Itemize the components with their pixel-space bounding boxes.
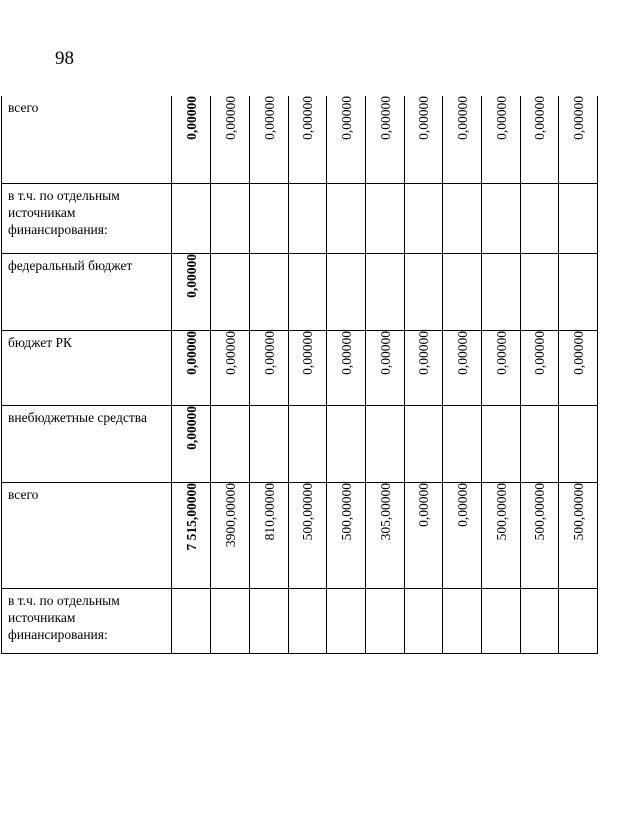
value-cell xyxy=(327,183,366,253)
total-cell xyxy=(172,405,211,482)
value-cell xyxy=(327,253,366,330)
cell-value: 500,00000 xyxy=(570,482,586,540)
value-cell xyxy=(521,96,559,183)
value-cell xyxy=(327,96,366,183)
value-cell xyxy=(250,330,289,405)
table-row xyxy=(2,588,598,653)
value-cell xyxy=(405,588,443,653)
table-row xyxy=(2,330,598,405)
value-cell xyxy=(289,482,327,588)
value-cell xyxy=(211,482,250,588)
value-cell xyxy=(250,96,289,183)
total-value: 7 515,00000 xyxy=(183,482,199,550)
financing-table xyxy=(1,96,598,654)
value-cell xyxy=(366,253,405,330)
cell-value: 500,00000 xyxy=(338,482,354,540)
row-label: федеральный бюджет xyxy=(2,253,172,330)
row-label: всего xyxy=(2,96,172,183)
cell-value: 0,00000 xyxy=(222,96,238,140)
cell-value: 500,00000 xyxy=(300,482,315,540)
value-cell xyxy=(289,405,327,482)
value-cell xyxy=(443,330,482,405)
value-cell xyxy=(405,482,443,588)
value-cell xyxy=(521,183,559,253)
value-cell xyxy=(521,405,559,482)
value-cell xyxy=(482,482,521,588)
value-cell xyxy=(482,330,521,405)
row-label: бюджет РК xyxy=(2,330,172,405)
table-row xyxy=(2,482,598,588)
value-cell xyxy=(211,183,250,253)
value-cell xyxy=(366,482,405,588)
row-label: в т.ч. по отдельным источникам финансирования: xyxy=(2,183,172,253)
value-cell xyxy=(482,405,521,482)
total-cell xyxy=(172,96,211,183)
value-cell xyxy=(521,482,559,588)
cell-value: 0,00000 xyxy=(338,330,354,375)
value-cell xyxy=(405,183,443,253)
cell-value: 0,00000 xyxy=(416,330,431,375)
value-cell xyxy=(327,330,366,405)
value-cell xyxy=(366,405,405,482)
value-cell xyxy=(250,405,289,482)
page-number: 98 xyxy=(55,48,74,69)
cell-value: 0,00000 xyxy=(532,330,547,375)
cell-value: 0,00000 xyxy=(570,330,586,375)
total-cell xyxy=(172,482,211,588)
value-cell xyxy=(289,253,327,330)
value-cell xyxy=(289,330,327,405)
value-cell xyxy=(482,96,521,183)
value-cell xyxy=(405,96,443,183)
cell-value: 810,00000 xyxy=(261,482,277,540)
value-cell xyxy=(443,96,482,183)
value-cell xyxy=(289,183,327,253)
cell-value: 0,00000 xyxy=(261,96,277,140)
cell-value: 0,00000 xyxy=(454,482,470,527)
cell-value: 0,00000 xyxy=(416,96,431,140)
cell-value: 0,00000 xyxy=(338,96,354,140)
total-cell xyxy=(172,588,211,653)
cell-value: 305,00000 xyxy=(377,482,393,540)
value-cell xyxy=(405,405,443,482)
value-cell xyxy=(211,330,250,405)
value-cell xyxy=(211,588,250,653)
cell-value: 0,00000 xyxy=(300,330,315,375)
value-cell xyxy=(521,253,559,330)
row-label: всего xyxy=(2,482,172,588)
total-cell xyxy=(172,330,211,405)
value-cell xyxy=(289,96,327,183)
cell-value: 0,00000 xyxy=(300,96,315,140)
value-cell xyxy=(559,330,598,405)
value-cell xyxy=(559,405,598,482)
total-value: 0,00000 xyxy=(183,405,199,450)
cell-value: 0,00000 xyxy=(454,96,470,140)
total-value: 0,00000 xyxy=(183,96,199,140)
value-cell xyxy=(250,253,289,330)
cell-value: 3900,00000 xyxy=(222,482,238,547)
value-cell xyxy=(250,183,289,253)
value-cell xyxy=(521,330,559,405)
value-cell xyxy=(443,588,482,653)
value-cell xyxy=(327,588,366,653)
value-cell xyxy=(443,482,482,588)
value-cell xyxy=(289,588,327,653)
cell-value: 0,00000 xyxy=(416,482,431,527)
cell-value: 0,00000 xyxy=(377,96,393,140)
value-cell xyxy=(482,588,521,653)
total-cell xyxy=(172,183,211,253)
value-cell xyxy=(559,253,598,330)
value-cell xyxy=(559,96,598,183)
cell-value: 0,00000 xyxy=(570,96,586,140)
cell-value: 0,00000 xyxy=(454,330,470,375)
value-cell xyxy=(211,96,250,183)
value-cell xyxy=(366,96,405,183)
value-cell xyxy=(366,588,405,653)
value-cell xyxy=(405,330,443,405)
table-row xyxy=(2,253,598,330)
cell-value: 0,00000 xyxy=(493,96,509,140)
value-cell xyxy=(327,405,366,482)
value-cell xyxy=(443,253,482,330)
total-value: 0,00000 xyxy=(183,253,199,298)
value-cell xyxy=(250,482,289,588)
cell-value: 0,00000 xyxy=(261,330,277,375)
value-cell xyxy=(211,253,250,330)
value-cell xyxy=(559,183,598,253)
value-cell xyxy=(482,183,521,253)
cell-value: 0,00000 xyxy=(377,330,393,375)
value-cell xyxy=(366,330,405,405)
value-cell xyxy=(443,405,482,482)
total-value: 0,00000 xyxy=(183,330,199,375)
value-cell xyxy=(443,183,482,253)
value-cell xyxy=(250,588,289,653)
cell-value: 0,00000 xyxy=(532,96,547,140)
total-cell xyxy=(172,253,211,330)
cell-value: 0,00000 xyxy=(493,330,509,375)
value-cell xyxy=(366,183,405,253)
table-row xyxy=(2,183,598,253)
table-row xyxy=(2,96,598,183)
cell-value: 0,00000 xyxy=(222,330,238,375)
value-cell xyxy=(521,588,559,653)
row-label: внебюджетные средства xyxy=(2,405,172,482)
value-cell xyxy=(559,588,598,653)
value-cell xyxy=(405,253,443,330)
value-cell xyxy=(482,253,521,330)
value-cell xyxy=(327,482,366,588)
row-label: в т.ч. по отдельным источникам финансирования: xyxy=(2,588,172,653)
value-cell xyxy=(559,482,598,588)
cell-value: 500,00000 xyxy=(493,482,509,540)
cell-value: 500,00000 xyxy=(532,482,547,540)
table-row xyxy=(2,405,598,482)
value-cell xyxy=(211,405,250,482)
